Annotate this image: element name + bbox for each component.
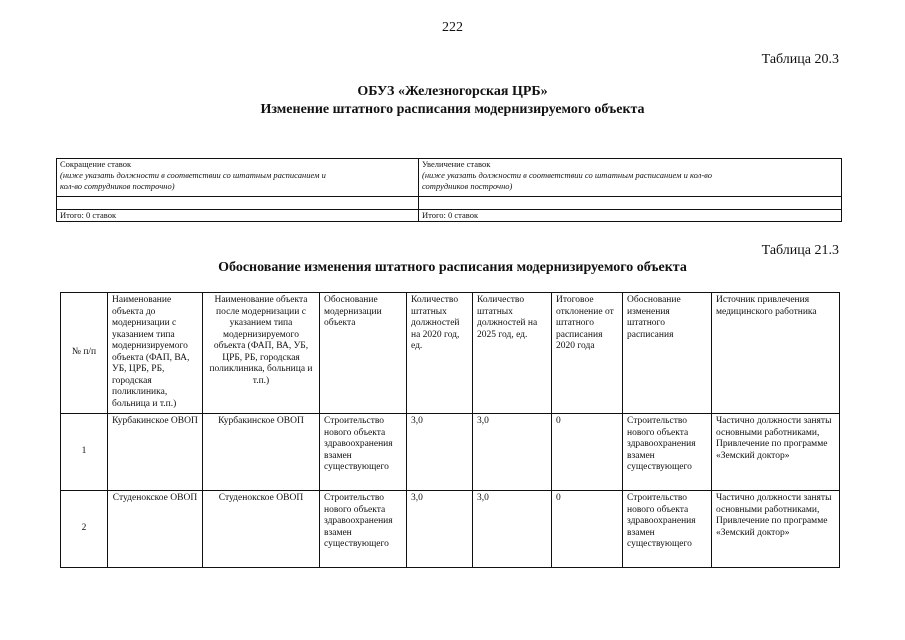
header-deviation: Итоговое отклонение от штатного расписания 2020 года <box>552 293 623 414</box>
organization-title: ОБУЗ «Железногорская ЦРБ» <box>357 84 548 99</box>
reduction-header-cell <box>57 159 419 197</box>
row-count-2025: 3,0 <box>473 491 552 568</box>
justification-table <box>60 292 840 568</box>
row-num: 2 <box>61 491 108 568</box>
row-source: Частично должности заняты основными работниками, Привлечение по программе «Земский доктор» <box>712 414 840 491</box>
row-name-before: Студенокское ОВОП <box>108 491 203 568</box>
row-name-after: Курбакинское ОВОП <box>203 414 320 491</box>
row-count-2020: 3,0 <box>407 491 473 568</box>
justification-title: Обоснование изменения штатного расписания модернизируемого объекта <box>218 260 687 275</box>
header-name-before: Наименование объекта до модернизации с указанием типа модернизируемого объекта (ФАП, ВА, УБ, ЦРБ, РБ, городская поликлиника, больница и т.п.) <box>108 293 203 414</box>
increase-total: Итого: 0 ставок <box>419 210 842 222</box>
row-num: 1 <box>61 414 108 491</box>
reduction-note-line1: (ниже указать должности в соответствии со штатным расписанием и <box>60 170 326 180</box>
row-deviation: 0 <box>552 414 623 491</box>
header-name-after: Наименование объекта после модернизации с указанием типа модернизируемого объекта (ФАП, ВА, УБ, ЦРБ, РБ, городская поликлиника, больница и т.п.) <box>203 293 320 414</box>
page-number: 222 <box>442 20 463 35</box>
row-name-before: Курбакинское ОВОП <box>108 414 203 491</box>
reduction-heading: Сокращение ставок <box>60 159 132 169</box>
increase-note-line2: сотрудников построчно) <box>422 181 513 191</box>
row-justification: Строительство нового объекта здравоохранения взамен существующего <box>320 414 407 491</box>
reduction-note-line2: кол-во сотрудников построчно) <box>60 181 175 191</box>
reduction-empty-cell <box>57 197 419 210</box>
header-source: Источник привлечения медицинского работника <box>712 293 840 414</box>
row-source: Частично должности заняты основными работниками, Привлечение по программе «Земский доктор» <box>712 491 840 568</box>
header-count-2025: Количество штатных должностей на 2025 год, ед. <box>473 293 552 414</box>
increase-heading: Увеличение ставок <box>422 159 491 169</box>
table-20-3-label: Таблица 20.3 <box>761 52 839 67</box>
row-justification: Строительство нового объекта здравоохранения взамен существующего <box>320 491 407 568</box>
row-deviation: 0 <box>552 491 623 568</box>
reduction-total: Итого: 0 ставок <box>57 210 419 222</box>
header-change-reason: Обоснование изменения штатного расписания <box>623 293 712 414</box>
increase-header-cell <box>419 159 842 197</box>
row-change-reason: Строительство нового объекта здравоохранения взамен существующего <box>623 414 712 491</box>
header-num: № п/п <box>61 293 108 414</box>
table-row <box>61 491 840 568</box>
table-21-3-label: Таблица 21.3 <box>761 243 839 258</box>
increase-empty-cell <box>419 197 842 210</box>
header-justification: Обоснование модернизации объекта <box>320 293 407 414</box>
row-count-2020: 3,0 <box>407 414 473 491</box>
row-name-after: Студенокское ОВОП <box>203 491 320 568</box>
staffing-change-title: Изменение штатного расписания модернизируемого объекта <box>260 102 645 117</box>
header-count-2020: Количество штатных должностей на 2020 год, ед. <box>407 293 473 414</box>
row-count-2025: 3,0 <box>473 414 552 491</box>
staffing-change-table <box>56 158 842 222</box>
increase-note-line1: (ниже указать должности в соответствии со штатным расписанием и кол-во <box>422 170 712 180</box>
row-change-reason: Строительство нового объекта здравоохранения взамен существующего <box>623 491 712 568</box>
table-row <box>61 414 840 491</box>
